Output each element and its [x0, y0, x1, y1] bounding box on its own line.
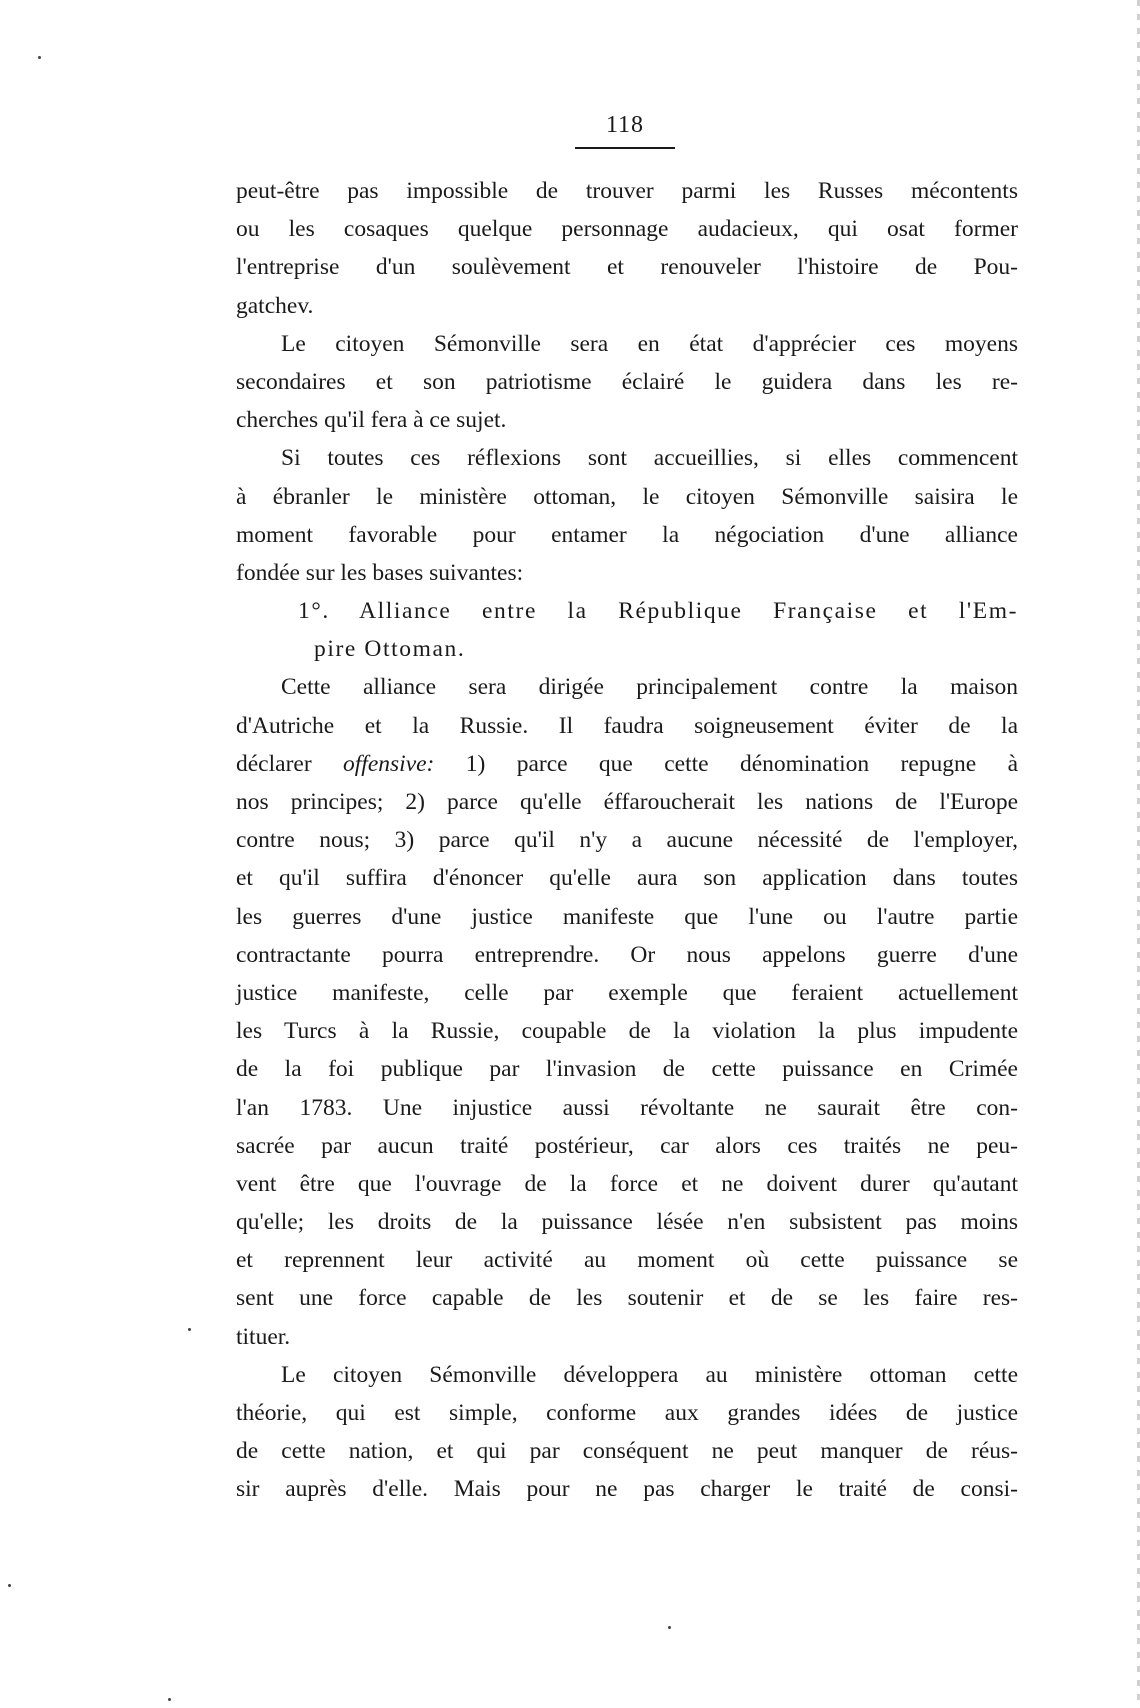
text-line: sir auprès d'elle. Mais pour ne pas charger le traité de consi- [236, 1476, 1018, 1503]
text-fragment: 1) parce que cette dénomination repugne à [465, 750, 1019, 777]
text-line: tituer. [236, 1323, 291, 1350]
text-line: et reprennent leur activité au moment où cette puissance se [236, 1247, 1018, 1274]
emphasized-word: offensive: [343, 750, 435, 777]
text-line: contre nous; 3) parce qu'il n'y a aucune nécessité de l'employer, [236, 827, 1018, 854]
text-line: les Turcs à la Russie, coupable de la violation la plus impudente [236, 1018, 1018, 1045]
text-line: de la foi publique par l'invasion de cette puissance en Crimée [236, 1056, 1018, 1083]
text-line: Le citoyen Sémonville développera au ministère ottoman cette [281, 1361, 1018, 1388]
page-number: 118 [605, 112, 645, 138]
text-line: contractante pourra entreprendre. Or nous appelons guerre d'une [236, 941, 1018, 968]
scan-speck [38, 56, 41, 59]
text-line: nos principes; 2) parce qu'elle éffaroucherait les nations de l'Europe [236, 789, 1018, 815]
text-line: gatchev. [236, 292, 314, 319]
text-line: à ébranler le ministère ottoman, le citoyen Sémonville saisira le [236, 483, 1018, 510]
text-line: Si toutes ces réflexions sont accueillies, si elles commencent [281, 445, 1018, 472]
text-line: Le citoyen Sémonville sera en état d'apprécier ces moyens [281, 330, 1018, 357]
scan-speck [8, 1584, 11, 1587]
text-line: cherches qu'il fera à ce sujet. [236, 407, 507, 434]
body-text [236, 172, 1018, 1509]
text-line: d'Autriche et la Russie. Il faudra soigneusement éviter de la [236, 712, 1018, 739]
list-item-first-line: 1°. Alliance entre la République Française et l'Em- [298, 598, 1018, 625]
text-line: secondaires et son patriotisme éclairé le guidera dans les re- [236, 368, 1018, 395]
text-line: et qu'il suffira d'énoncer qu'elle aura son application dans toutes [236, 865, 1018, 892]
text-line: de cette nation, et qui par conséquent ne peut manquer de réus- [236, 1438, 1018, 1465]
text-line: vent être que l'ouvrage de la force et ne doivent durer qu'autant [236, 1170, 1018, 1197]
text-line: qu'elle; les droits de la puissance lésée n'en subsistent pas moins [236, 1209, 1018, 1236]
text-line: Cette alliance sera dirigée principalement contre la maison [281, 674, 1018, 701]
text-line: l'entreprise d'un soulèvement et renouveler l'histoire de Pou- [236, 254, 1018, 281]
text-line: sacrée par aucun traité postérieur, car alors ces traités ne peu- [236, 1132, 1018, 1159]
text-line: les guerres d'une justice manifeste que l'une ou l'autre partie [236, 903, 1018, 930]
text-line: sent une force capable de les soutenir et de se les faire res- [236, 1285, 1018, 1312]
text-line: théorie, qui est simple, conforme aux grandes idées de justice [236, 1400, 1018, 1426]
text-line-with-emphasis [236, 745, 1018, 783]
text-line: ou les cosaques quelque personnage audacieux, qui osat former [236, 216, 1018, 243]
scan-speck [668, 1626, 671, 1629]
text-line: justice manifeste, celle par exemple que feraient actuellement [236, 979, 1018, 1006]
scan-speck [168, 1698, 171, 1701]
text-line: fondée sur les bases suivantes: [236, 559, 524, 586]
text-line: peut-être pas impossible de trouver parmi les Russes mécontents [236, 178, 1018, 204]
text-line: moment favorable pour entamer la négociation d'une alliance [236, 521, 1018, 548]
text-fragment: déclarer [236, 750, 312, 777]
list-item-continuation: pire Ottoman. [314, 636, 466, 663]
text-line: l'an 1783. Une injustice aussi révoltante ne saurait être con- [236, 1094, 1018, 1121]
page-number-rule [575, 147, 675, 149]
scan-speck [188, 1328, 191, 1331]
